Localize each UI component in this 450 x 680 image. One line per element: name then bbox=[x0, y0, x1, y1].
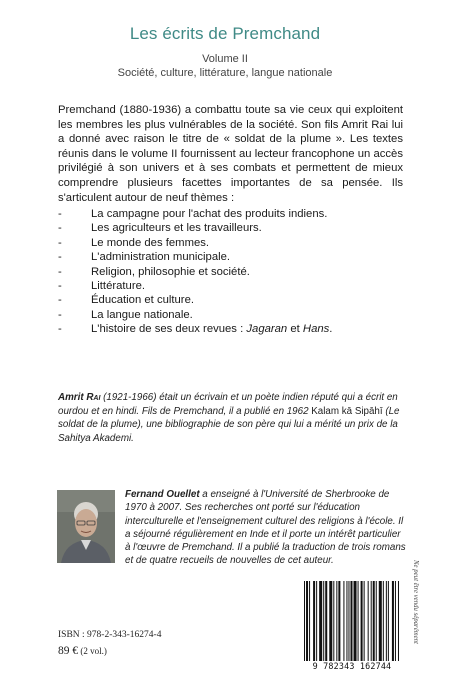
theme-text bbox=[91, 323, 332, 335]
barcode-bar bbox=[379, 581, 382, 661]
author-first-name: Amrit bbox=[58, 392, 87, 403]
author-surname: Rai bbox=[86, 392, 101, 403]
barcode-bar bbox=[329, 581, 332, 661]
theme-item bbox=[58, 308, 403, 322]
theme-text-suffix: . bbox=[329, 323, 333, 336]
translator-photo bbox=[57, 490, 115, 563]
barcode-bar bbox=[304, 581, 305, 661]
theme-text-prefix: L'histoire de ses deux revues : bbox=[91, 323, 247, 336]
translator-bio-text: a enseigné à l'Université de Sherbrooke de 1970 à 2007. Ses recherches ont porté sur l'éducation interculturelle et l'enseignement culturel des religions à l'école. Il a séjourné régulièrement en Inde et il porte un intérêt particulier à l'œuvre de Premchand. Il a publié la traduction de trois romans et de quatre recueils de nouvelles de cet auteur. bbox=[125, 489, 406, 567]
list-dash: - bbox=[58, 251, 62, 264]
barcode-bar bbox=[343, 581, 344, 661]
theme-item bbox=[58, 293, 403, 307]
barcode-bar bbox=[306, 581, 308, 661]
themes-list bbox=[58, 207, 403, 337]
barcode-digits: 9 782343 162744 bbox=[312, 661, 392, 671]
theme-text: Le monde des femmes. bbox=[91, 236, 210, 249]
barcode-bar bbox=[383, 581, 384, 661]
barcode-bar bbox=[376, 581, 377, 661]
theme-text: La langue nationale. bbox=[91, 308, 193, 321]
theme-item bbox=[58, 250, 403, 264]
theme-text: La campagne pour l'achat des produits indiens. bbox=[91, 208, 328, 220]
theme-text: L'administration municipale. bbox=[91, 251, 231, 264]
author-bio-text-2: (Le soldat de la plume), une bibliographie de son père qui lui a mérité un prix de la Sahitya Akademi. bbox=[58, 405, 400, 444]
translator-name: Fernand Ouellet bbox=[125, 489, 200, 500]
isbn: ISBN : 978-2-343-16274-4 bbox=[58, 630, 162, 640]
theme-text-mid: et bbox=[287, 323, 303, 336]
theme-item bbox=[58, 221, 403, 235]
journal-name-jagaran: Jagaran bbox=[246, 323, 288, 336]
barcode-bar bbox=[398, 581, 399, 661]
barcode-bar bbox=[338, 581, 340, 661]
book-subtitle: Société, culture, littérature, langue nationale bbox=[117, 67, 333, 79]
barcode-bar bbox=[354, 581, 357, 661]
barcode-bar bbox=[364, 581, 365, 661]
theme-text: Littérature. bbox=[91, 280, 146, 293]
volume-label: Volume II bbox=[202, 53, 248, 65]
theme-text: Les agriculteurs et les travailleurs. bbox=[91, 222, 262, 235]
barcode-bar bbox=[336, 581, 337, 661]
price-note: (2 vol.) bbox=[78, 646, 107, 656]
barcode-bar bbox=[309, 581, 310, 661]
barcode-bar bbox=[373, 581, 375, 661]
barcode-bar bbox=[346, 581, 347, 661]
list-dash: - bbox=[58, 222, 62, 235]
barcode-bar bbox=[395, 581, 396, 661]
journal-name-hans: Hans bbox=[302, 323, 330, 336]
barcode-bar bbox=[348, 581, 349, 661]
price bbox=[58, 645, 107, 657]
author-book-title: Kalam kā Sipāhī bbox=[311, 405, 383, 417]
barcode-bar bbox=[388, 581, 389, 661]
translator-bio bbox=[125, 488, 407, 568]
theme-item bbox=[58, 279, 403, 293]
barcode-bar bbox=[350, 581, 352, 661]
barcode-bar bbox=[316, 581, 317, 661]
author-bio bbox=[58, 391, 403, 445]
price-value: 89 € bbox=[58, 645, 79, 657]
barcode-bar bbox=[368, 581, 369, 661]
theme-text: Religion, philosophie et société. bbox=[91, 265, 250, 278]
theme-item bbox=[58, 207, 403, 221]
intro-paragraph: Premchand (1880-1936) a combattu toute sa vie ceux qui exploitent les membres les plus vulnérables de la société. Son fils Amrit Rai lui a donné avec raison le titre de « soldat de la plume ». Les textes réunis dans le volume II fournissent au lecteur francophone un accès privilégié à son univers et à ses combats et permettent de mieux comprendre plusieurs facettes importantes de sa pensée. Ils s'articulent autour de neuf thèmes : bbox=[58, 104, 403, 204]
list-dash: - bbox=[58, 265, 62, 278]
barcode-bar bbox=[358, 581, 359, 661]
theme-item bbox=[58, 265, 403, 279]
barcode-bar bbox=[392, 581, 394, 661]
theme-item bbox=[58, 322, 403, 336]
list-dash: - bbox=[58, 236, 62, 249]
author-bio-text-1: (1921-1966) était un écrivain et un poète indien réputé qui a écrit en ourdou et en hindi. Fils de Premchand, il a publié en 1962 bbox=[58, 392, 398, 417]
book-title: Les écrits de Premchand bbox=[129, 24, 321, 43]
theme-text: Éducation et culture. bbox=[91, 294, 194, 307]
barcode-bar bbox=[323, 581, 324, 661]
barcode bbox=[302, 581, 402, 661]
barcode-bar bbox=[371, 581, 372, 661]
barcode-bar bbox=[386, 581, 387, 661]
vertical-note: Ne peut être vendu séparément bbox=[412, 560, 419, 644]
barcode-bar bbox=[333, 581, 334, 661]
barcode-bar bbox=[361, 581, 363, 661]
list-dash: - bbox=[58, 208, 62, 220]
barcode-bar bbox=[313, 581, 315, 661]
theme-item bbox=[58, 236, 403, 250]
list-dash: - bbox=[58, 308, 62, 321]
list-dash: - bbox=[58, 323, 62, 336]
list-dash: - bbox=[58, 280, 62, 293]
list-dash: - bbox=[58, 294, 62, 307]
barcode-bar bbox=[319, 581, 322, 661]
barcode-bar bbox=[325, 581, 327, 661]
